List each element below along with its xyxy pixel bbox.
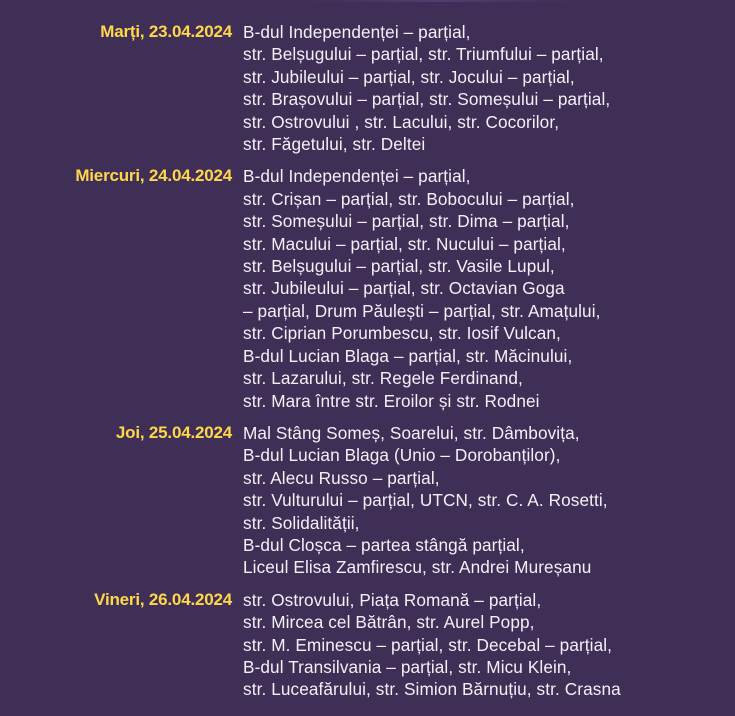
street-line: str. Jubileului – parțial, str. Octavian Goga (243, 278, 565, 299)
street-line: str. Jubileului – parțial, str. Jocului – parțial, (243, 66, 575, 87)
street-line: str. Făgetului, str. Deltei (243, 134, 426, 155)
street-line: str. M. Eminescu – parțial, str. Decebal – parțial, (243, 634, 613, 655)
street-line: str. Crișan – parțial, str. Bobocului – parțial, (243, 188, 575, 209)
day-label: Marți, 23.04.2024 (100, 22, 232, 41)
street-list (243, 422, 608, 579)
street-line: str. Belșugului – parțial, str. Triumfului – parțial, (243, 44, 604, 65)
street-line: str. Someșului – parțial, str. Dima – parțial, (243, 211, 570, 232)
street-line: B-dul Cloșca – partea stângă parțial, (243, 534, 525, 555)
street-line: str. Brașovului – parțial, str. Someșului – parțial, (243, 89, 611, 110)
street-line: str. Belșugului – parțial, str. Vasile Lupul, (243, 256, 555, 277)
street-line: str. Mircea cel Bătrân, str. Aurel Popp, (243, 612, 535, 633)
street-line: B-dul Transilvania – parțial, str. Micu Klein, (243, 656, 572, 677)
day-label: Vineri, 26.04.2024 (94, 589, 232, 609)
day-block-tuesday (0, 21, 735, 155)
street-line: str. Lazarului, str. Regele Ferdinand, (243, 368, 523, 389)
street-line: str. Solidalității, (243, 512, 360, 533)
street-line: – parțial, Drum Păulești – parțial, str. Amațului, (243, 300, 601, 321)
cropped-top-edge (300, 0, 580, 2)
street-line: Mal Stâng Someș, Soarelui, str. Dâmbovița, (243, 422, 580, 443)
day-block-wednesday (0, 165, 735, 411)
street-line: str. Ciprian Porumbescu, str. Iosif Vulcan, (243, 323, 561, 344)
day-block-thursday (0, 422, 735, 579)
street-line: str. Vulturului – parțial, UTCN, str. C. A. Rosetti, (243, 490, 608, 511)
street-list (243, 589, 621, 701)
day-label: Miercuri, 24.04.2024 (75, 166, 232, 186)
street-list (243, 165, 601, 411)
street-line: str. Ostrovului , str. Lacului, str. Cocorilor, (243, 111, 560, 132)
street-line: B-dul Lucian Blaga – parțial, str. Măcinului, (243, 345, 573, 366)
street-line: str. Alecu Russo – parțial, (243, 467, 440, 488)
street-line: Liceul Elisa Zamfirescu, str. Andrei Mureșanu (243, 557, 592, 578)
street-line: str. Luceafărului, str. Simion Bărnuțiu, str. Crasna (243, 679, 621, 700)
street-line: str. Ostrovului, Piața Romană – parțial, (243, 589, 542, 610)
street-line: B-dul Independenței – parțial, (243, 166, 471, 187)
street-line: B-dul Lucian Blaga (Unio – Dorobanților), (243, 445, 561, 466)
street-line: B-dul Independenței – parțial, (243, 22, 471, 42)
street-line: str. Macului – parțial, str. Nucului – parțial, (243, 233, 566, 254)
day-block-friday (0, 589, 735, 701)
day-label: Joi, 25.04.2024 (115, 422, 232, 442)
street-line: str. Mara între str. Eroilor și str. Rodnei (243, 390, 540, 411)
schedule-list (0, 21, 735, 711)
street-list (243, 21, 610, 155)
